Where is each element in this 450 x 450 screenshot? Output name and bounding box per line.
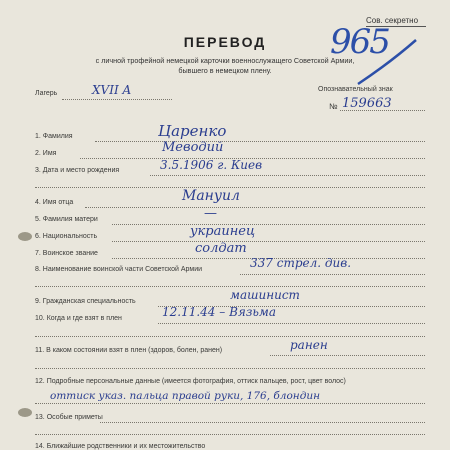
token-prefix: № (329, 102, 338, 111)
field-8-line-extra (35, 286, 425, 287)
field-10-value: 12.11.44 – Вязьма (162, 305, 277, 319)
field-5-label: 5. Фамилия матери (35, 216, 98, 223)
field-8-value: 337 стрел. див. (250, 256, 352, 270)
field-7-label: 7. Воинское звание (35, 250, 98, 257)
field-3-line (150, 175, 425, 176)
token-label: Опознавательный знак (318, 86, 393, 93)
field-5-value: — (204, 206, 217, 221)
field-3-value: 3.5.1906 г. Киев (160, 158, 263, 172)
field-6-value: украинец (190, 224, 256, 239)
field-11-value: ранен (290, 338, 328, 352)
field-10-line-extra (35, 336, 425, 337)
field-5-line (112, 224, 425, 225)
field-10-line (158, 323, 425, 324)
field-13-line-extra (35, 434, 425, 435)
classification-text: Сов. секретно (366, 16, 419, 25)
page-title: ПЕРЕВОД (183, 34, 267, 50)
field-3-label: 3. Дата и место рождения (35, 167, 120, 174)
field-13-line (100, 422, 425, 423)
field-14-label: 14. Ближайшие родственники и их местожительство (35, 443, 206, 450)
field-11-label: 11. В каком состоянии взят в плен (здоров, болен, ранен) (35, 347, 223, 354)
field-2-label: 2. Имя (35, 150, 57, 157)
subtitle-line-1: с личной трофейной немецкой карточки военнослужащего Советской Армии, (95, 56, 355, 65)
field-7-value: солдат (195, 241, 247, 256)
field-12-line (35, 403, 425, 404)
field-12-label: 12. Подробные персональные данные (имеется фотография, оттиск пальцев, рост, цвет волос) (35, 378, 346, 385)
subtitle-line-2: бывшего в немецком плену. (178, 66, 272, 75)
field-4-value: Мануил (182, 188, 240, 204)
field-13-label: 13. Особые приметы (35, 414, 103, 421)
field-1-label: 1. Фамилия (35, 133, 73, 140)
camp-line (62, 99, 172, 100)
punch-hole-top (18, 232, 32, 241)
field-9-value: машинист (230, 288, 300, 302)
field-9-label: 9. Гражданская специальность (35, 298, 136, 305)
field-8-line (240, 274, 425, 275)
field-2-value: Меводий (162, 140, 224, 155)
field-11-line-extra (35, 368, 425, 369)
token-value: 159663 (342, 96, 392, 111)
field-1-line (95, 141, 425, 142)
field-12-value: оттиск указ. пальца правой руки, 176, блондин (50, 390, 321, 402)
field-11-line (270, 355, 425, 356)
field-6-label: 6. Национальность (35, 233, 98, 240)
field-10-label: 10. Когда и где взят в плен (35, 315, 122, 322)
field-8-label: 8. Наименование воинской части Советской Армии (35, 266, 203, 273)
punch-hole-bottom (18, 408, 32, 417)
camp-value: XVII A (92, 83, 132, 97)
field-4-line (85, 207, 425, 208)
field-4-label: 4. Имя отца (35, 199, 74, 206)
field-1-value: Царенко (158, 122, 227, 140)
camp-label: Лагерь (35, 90, 58, 97)
field-6-line (112, 241, 425, 242)
handwritten-mark: 965 (330, 22, 389, 62)
